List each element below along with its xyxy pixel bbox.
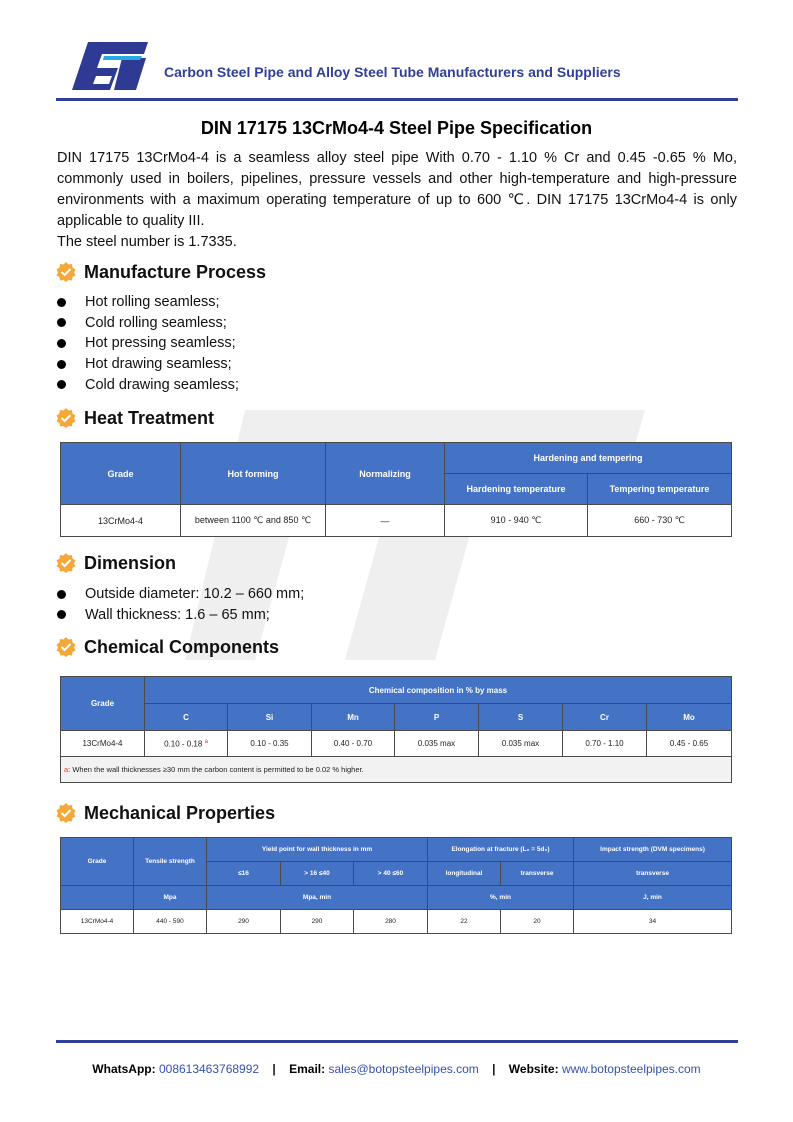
check-badge-icon bbox=[56, 803, 76, 823]
manufacture-list bbox=[56, 292, 239, 395]
header-grade: Grade bbox=[61, 443, 181, 505]
table-row bbox=[61, 731, 732, 757]
section-title: Dimension bbox=[84, 552, 177, 573]
footer-divider bbox=[56, 1040, 738, 1043]
section-mechanical-properties bbox=[56, 801, 275, 825]
list-item bbox=[56, 584, 304, 605]
section-title: Chemical Components bbox=[84, 636, 280, 657]
section-chemical-components bbox=[56, 635, 279, 659]
check-badge-icon bbox=[56, 637, 76, 657]
header-composition: Chemical composition in % by mass bbox=[145, 677, 732, 704]
email-link[interactable]: sales@botopsteelpipes.com bbox=[328, 1062, 479, 1076]
list-item bbox=[56, 605, 304, 626]
steel-number: The steel number is 1.7335. bbox=[57, 234, 237, 250]
header-unit-yield: Mpa, min bbox=[207, 886, 428, 910]
section-title: Mechanical Properties bbox=[84, 802, 276, 823]
header-yield-le16: ≤16 bbox=[207, 862, 281, 886]
intro-paragraph: DIN 17175 13CrMo4-4 is a seamless alloy steel pipe With 0.70 - 1.10 % Cr and 0.45 -0.65 % Mo, commonly used in boilers, pipelines, pressure vessels and other high-temperature and high-pressure environments with a maximum operating temperature of up to 600 ℃. DIN 17175 13CrMo4-4 is only applicable to quality III. bbox=[57, 150, 737, 229]
whatsapp-label: WhatsApp: bbox=[92, 1062, 156, 1076]
heat-treatment-table bbox=[60, 442, 732, 537]
bullet-icon bbox=[57, 318, 66, 327]
cell-grade: 13CrMo4-4 bbox=[61, 505, 181, 537]
cell-tensile: 440 - 590 bbox=[134, 910, 207, 934]
header-impact-transverse: transverse bbox=[574, 862, 732, 886]
cell-yield-16-40: 290 bbox=[281, 910, 354, 934]
header-unit-tensile: Mpa bbox=[134, 886, 207, 910]
page-footer bbox=[0, 1062, 793, 1076]
cell-cr: 0.70 - 1.10 bbox=[563, 731, 647, 757]
cell-c bbox=[145, 731, 228, 757]
cell-longitudinal: 22 bbox=[428, 910, 501, 934]
cell-mn: 0.40 - 0.70 bbox=[312, 731, 395, 757]
company-logo-icon bbox=[66, 40, 148, 92]
website-label: Website: bbox=[508, 1062, 559, 1076]
cell-s: 0.035 max bbox=[479, 731, 563, 757]
email-label: Email: bbox=[289, 1062, 326, 1076]
cell-grade: 13CrMo4-4 bbox=[61, 910, 134, 934]
header-element-cr: Cr bbox=[563, 704, 647, 731]
list-item-text: Outside diameter: 10.2 – 660 mm; bbox=[85, 586, 305, 603]
cell-impact: 34 bbox=[574, 910, 732, 934]
header-element-mn: Mn bbox=[312, 704, 395, 731]
list-item bbox=[56, 292, 239, 313]
bullet-icon bbox=[57, 590, 66, 599]
chemical-components-table bbox=[60, 676, 732, 783]
cell-hardening-temp: 910 - 940 ℃ bbox=[445, 505, 588, 537]
header-tensile-strength: Tensile strength bbox=[134, 838, 207, 886]
table-row bbox=[61, 505, 732, 537]
section-dimension bbox=[56, 551, 176, 575]
check-badge-icon bbox=[56, 408, 76, 428]
list-item-text: Wall thickness: 1.6 – 65 mm; bbox=[85, 606, 270, 623]
footer-separator: | bbox=[492, 1062, 496, 1076]
section-manufacture-process bbox=[56, 260, 266, 284]
footnote-marker: a bbox=[204, 738, 208, 745]
dimension-list bbox=[56, 584, 304, 625]
header-title: Carbon Steel Pipe and Alloy Steel Tube Manufacturers and Suppliers bbox=[164, 64, 621, 80]
footer-separator: | bbox=[272, 1062, 276, 1076]
check-badge-icon bbox=[56, 553, 76, 573]
list-item bbox=[56, 354, 239, 375]
page-header bbox=[56, 38, 738, 102]
table-row bbox=[61, 910, 732, 934]
section-title: Heat Treatment bbox=[84, 407, 215, 428]
header-transverse: transverse bbox=[501, 862, 574, 886]
header-grade: Grade bbox=[61, 838, 134, 886]
check-badge-icon bbox=[56, 262, 76, 282]
header-elongation: Elongation at fracture (L₀ = 5d₀) bbox=[428, 838, 574, 862]
header-yield-point: Yield point for wall thickness in mm bbox=[207, 838, 428, 862]
cell-p: 0.035 max bbox=[395, 731, 479, 757]
cell-si: 0.10 - 0.35 bbox=[228, 731, 312, 757]
header-tempering-temp: Tempering temperature bbox=[588, 474, 732, 505]
list-item-text: Hot rolling seamless; bbox=[85, 294, 220, 311]
cell-grade: 13CrMo4-4 bbox=[61, 731, 145, 757]
cell-mo: 0.45 - 0.65 bbox=[647, 731, 732, 757]
footnote-text: : When the wall thicknesses ≥30 mm the carbon content is permitted to be 0.02 % higher. bbox=[68, 765, 364, 774]
section-heat-treatment bbox=[56, 406, 214, 430]
footnote-label: a bbox=[64, 765, 69, 774]
header-unit-impact: J, min bbox=[574, 886, 732, 910]
cell-yield-le16: 290 bbox=[207, 910, 281, 934]
cell-transverse: 20 bbox=[501, 910, 574, 934]
list-item bbox=[56, 333, 239, 354]
cell-hot-forming: between 1100 ℃ and 850 ℃ bbox=[181, 505, 326, 537]
list-item-text: Cold rolling seamless; bbox=[85, 314, 227, 331]
table-footnote bbox=[61, 757, 732, 783]
header-element-si: Si bbox=[228, 704, 312, 731]
cell-c-value: 0.10 - 0.18 bbox=[164, 739, 203, 749]
cell-yield-40-60: 280 bbox=[354, 910, 428, 934]
header-element-c: C bbox=[145, 704, 228, 731]
header-normalizing: Normalizing bbox=[326, 443, 445, 505]
list-item bbox=[56, 374, 239, 395]
header-unit-elongation: %, min bbox=[428, 886, 574, 910]
website-link[interactable]: www.botopsteelpipes.com bbox=[561, 1062, 701, 1076]
mechanical-properties-table bbox=[60, 837, 732, 934]
section-title: Manufacture Process bbox=[84, 261, 267, 282]
list-item-text: Cold drawing seamless; bbox=[85, 376, 239, 393]
bullet-icon bbox=[57, 339, 66, 348]
header-longitudinal: longitudinal bbox=[428, 862, 501, 886]
header-divider bbox=[56, 98, 738, 101]
bullet-icon bbox=[57, 380, 66, 389]
bullet-icon bbox=[57, 360, 66, 369]
list-item bbox=[56, 313, 239, 334]
intro-text bbox=[57, 148, 737, 253]
list-item-text: Hot pressing seamless; bbox=[85, 335, 236, 352]
document-title: DIN 17175 13CrMo4-4 Steel Pipe Specification bbox=[200, 118, 593, 138]
header-element-p: P bbox=[395, 704, 479, 731]
bullet-icon bbox=[57, 610, 66, 619]
header-impact-strength: Impact strength (DVM specimens) bbox=[574, 838, 732, 862]
header-hot-forming: Hot forming bbox=[181, 443, 326, 505]
list-item-text: Hot drawing seamless; bbox=[85, 356, 232, 373]
whatsapp-number[interactable]: 008613463768992 bbox=[158, 1062, 260, 1076]
header-yield-16-40: > 16 ≤40 bbox=[281, 862, 354, 886]
header-grade: Grade bbox=[61, 677, 145, 731]
bullet-icon bbox=[57, 298, 66, 307]
cell-tempering-temp: 660 - 730 ℃ bbox=[588, 505, 732, 537]
header-element-s: S bbox=[479, 704, 563, 731]
header-hardening-tempering: Hardening and tempering bbox=[445, 443, 732, 474]
header-grade-unit-blank bbox=[61, 886, 134, 910]
header-yield-40-60: > 40 ≤60 bbox=[354, 862, 428, 886]
header-element-mo: Mo bbox=[647, 704, 732, 731]
header-hardening-temp: Hardening temperature bbox=[445, 474, 588, 505]
cell-normalizing: — bbox=[326, 505, 445, 537]
